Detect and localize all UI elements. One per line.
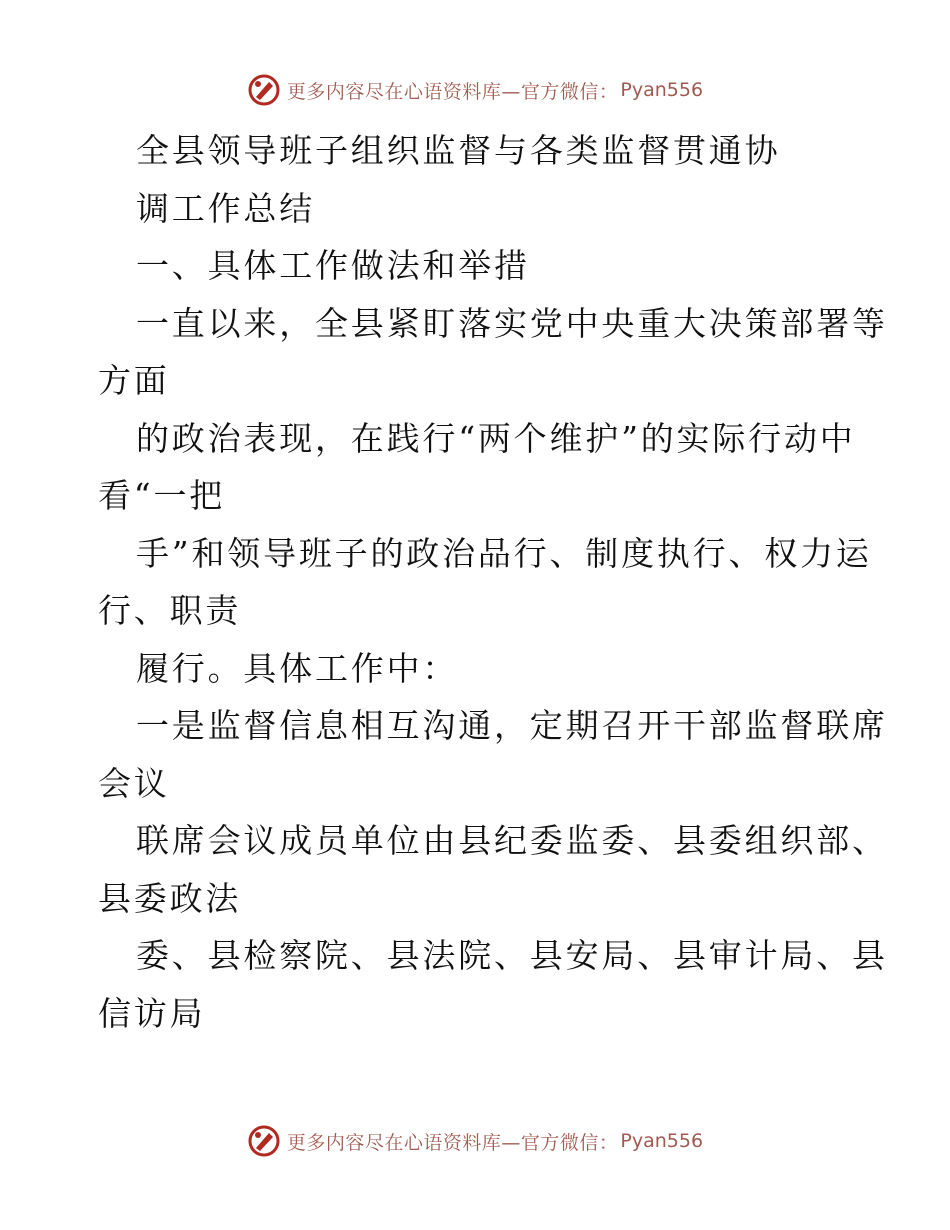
- doc-line: 县委政法: [98, 878, 242, 918]
- watermark-contact: Pyan556: [620, 1130, 704, 1152]
- logo-icon: [247, 73, 281, 107]
- doc-line: 一、具体工作做法和举措: [136, 246, 530, 285]
- doc-line: 会议: [98, 763, 170, 803]
- watermark-footer: [0, 1123, 950, 1159]
- document-body: [98, 122, 888, 1042]
- doc-line: 看“一把: [98, 476, 226, 515]
- watermark-text: 更多内容尽在心语资料库—官方微信：: [286, 1131, 619, 1154]
- doc-line: 履行。具体工作中：: [136, 648, 459, 688]
- logo-icon: [247, 1124, 281, 1158]
- doc-line: 一直以来，全县紧盯落实党中央重大决策部署等: [136, 303, 888, 343]
- doc-line: 信访局: [98, 993, 206, 1033]
- watermark-header: [0, 72, 950, 108]
- doc-line: 调工作总结: [136, 188, 315, 228]
- doc-line: 行、职责: [98, 591, 242, 630]
- doc-line: 的政治表现，在践行“两个维护”的实际行动中: [136, 418, 856, 458]
- doc-line: 手”和领导班子的政治品行、制度执行、权力运: [136, 533, 872, 573]
- doc-line: 一是监督信息相互沟通，定期召开干部监督联席: [136, 706, 888, 745]
- doc-line: 全县领导班子组织监督与各类监督贯通协: [136, 131, 781, 170]
- doc-line: 联席会议成员单位由县纪委监委、县委组织部、: [136, 821, 888, 860]
- watermark-contact: Pyan556: [620, 79, 704, 101]
- watermark-text: 更多内容尽在心语资料库—官方微信：: [286, 80, 619, 103]
- doc-line: 委、县检察院、县法院、县安局、县审计局、县: [136, 936, 888, 975]
- doc-line: 方面: [98, 361, 170, 400]
